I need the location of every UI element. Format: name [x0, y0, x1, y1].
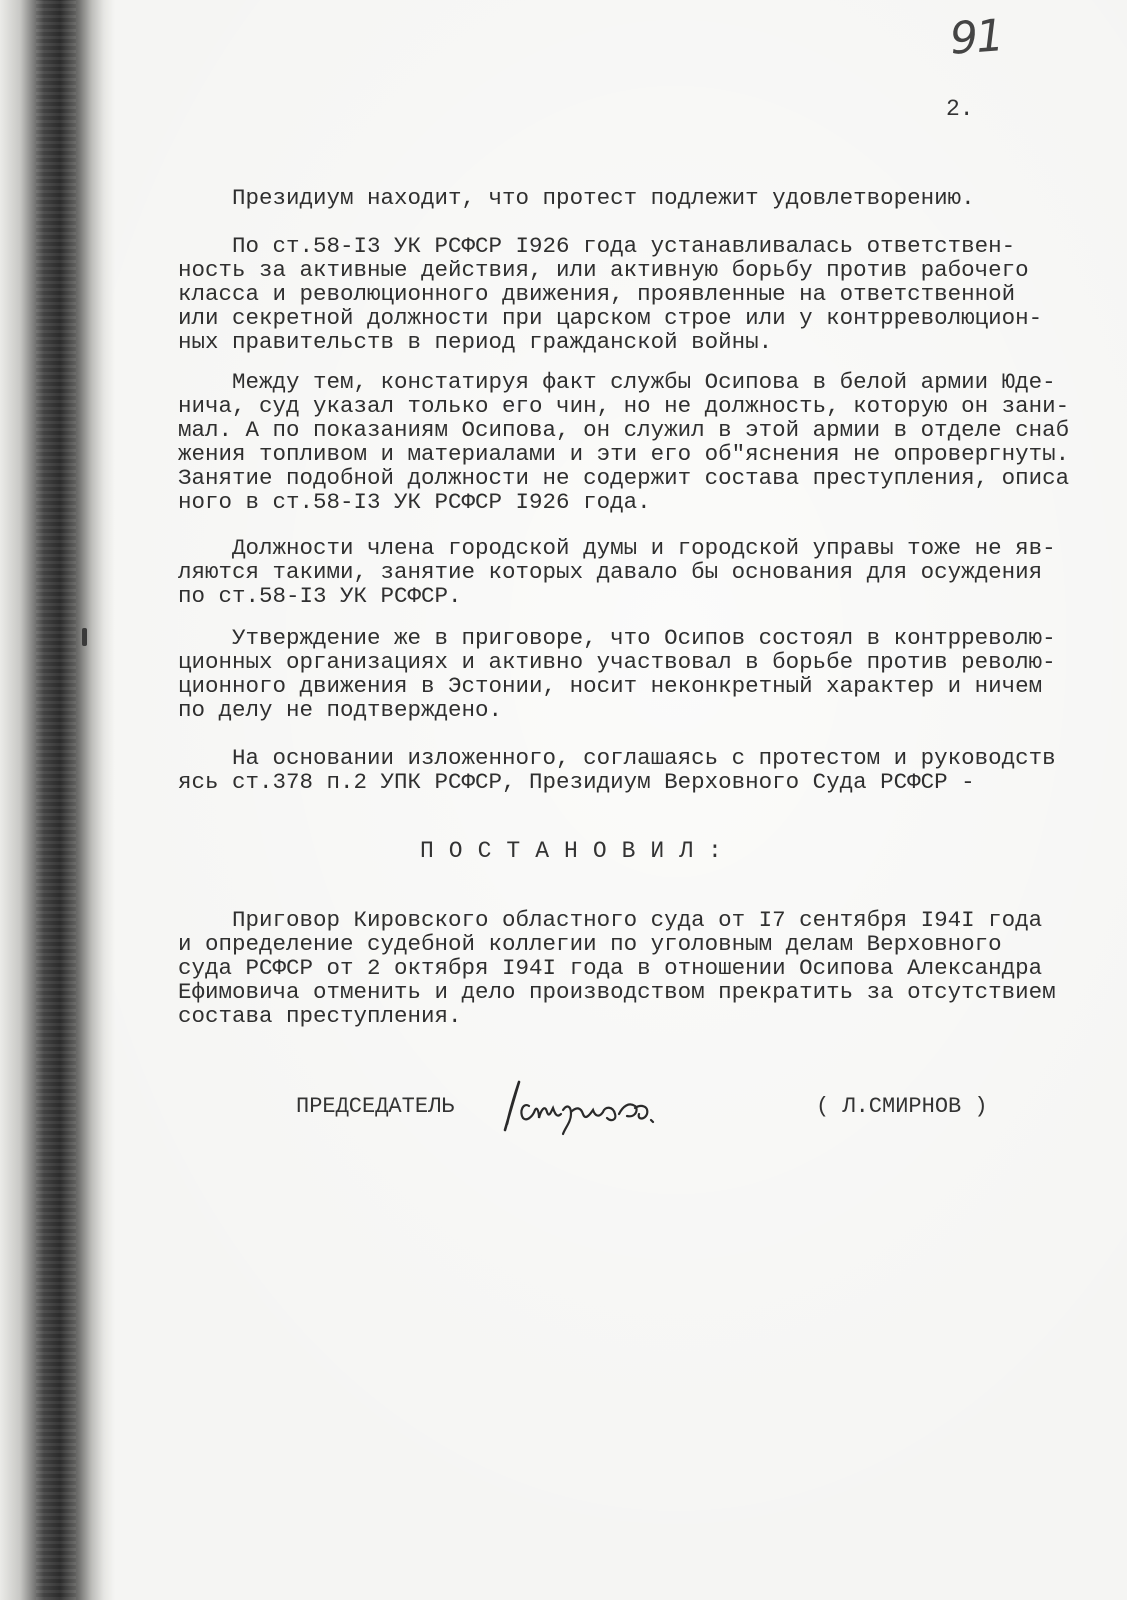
- paragraph-basis: На основании изложенного, соглашаясь с протестом и руководств ясь ст.378 п.2 УПК РСФСР, Президиум Верховного Суда РСФСР -: [178, 745, 1056, 795]
- paragraph-service-facts: Между тем, констатируя факт службы Осипова в белой армии Юде- нича, суд указал только его чин, но не должность, которую он зани- мал. А по показаниям Осипова, он служил в этой армии в отделе снаб жения топливом и материалами и эти его об"яснения не опровергнуты. Занятие подобной должности не содержит состава преступления, описа ного в ст.58-I3 УК РСФСР I926 года.: [178, 369, 1070, 515]
- paragraph-organizations: Утверждение же в приговоре, что Осипов состоял в контрреволю- ционных организациях и активно участвовал в борьбе против револю- ционного движения в Эстонии, носит неконкретный характер и ничем по делу не подтверждено.: [178, 625, 1056, 723]
- chairman-name: ( Л.СМИРНОВ ): [816, 1094, 988, 1119]
- archive-page-number: 91: [948, 10, 1004, 65]
- page-number: 2.: [946, 96, 974, 122]
- resolution-heading: П О С Т А Н О В И Л :: [420, 838, 723, 864]
- paragraph-city-duma: Должности члена городской думы и городской управы тоже не яв- ляются такими, занятие которых давало бы основания для осуждения по ст.58-I3 УК РСФСР.: [178, 535, 1056, 609]
- paragraph-article-58: По ст.58-I3 УК РСФСР I926 года устанавливалась ответствен- ность за активные действия, или активную борьбу против рабочего класса и революционного движения, проявленные на ответственной или секретной должности при царском строе или у контрреволюцион- ных правительств в период гражданской войны.: [178, 233, 1043, 355]
- binding-shadow: [0, 0, 115, 1600]
- margin-mark: [82, 628, 87, 646]
- chairman-title: ПРЕДСЕДАТЕЛЬ: [296, 1094, 455, 1119]
- paragraph-finding: Президиум находит, что протест подлежит удовлетворению.: [178, 185, 975, 211]
- handwritten-signature: [489, 1076, 679, 1138]
- signature-block: [296, 1080, 996, 1140]
- resolution-text: Приговор Кировского областного суда от I7 сентября I94I года и определение судебной коллегии по уголовным делам Верховного суда РСФСР от 2 октября I94I года в отношении Осипова Александра Ефимовича отменить и дело производством прекратить за отсутствием состава преступления.: [178, 907, 1056, 1029]
